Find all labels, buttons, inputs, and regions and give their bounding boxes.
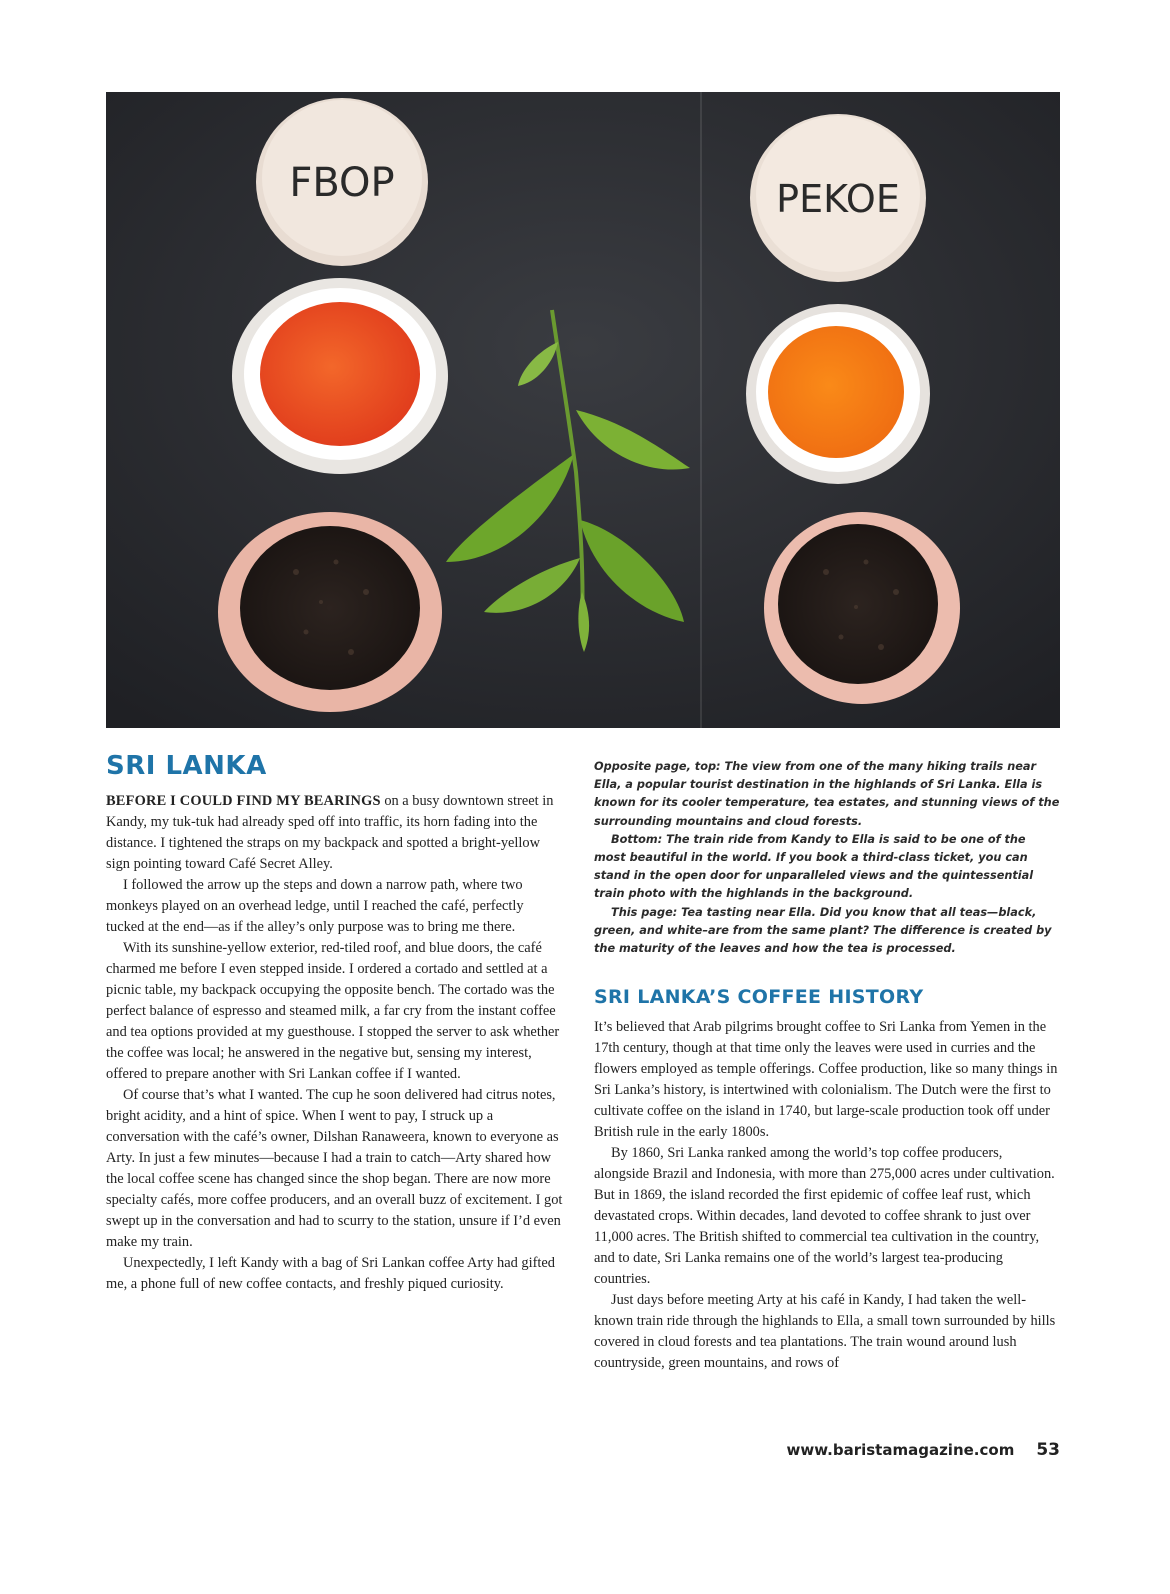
history-paragraph: Just days before meeting Arty at his café in Kandy, I had taken the well-known train ride through the highlands to Ella, a small town surrounded by hills covered in cloud forests and tea plantations. The train wound around lush countryside, green mountains, and rows of (594, 1292, 1056, 1372)
caption-this-page: This page: Tea tasting near Ella. Did you know that all teas—black, green, and white–are from the same plant? The difference is created by the maturity of the leaves and how the tea is processed. (594, 905, 1052, 956)
cup-left (232, 278, 448, 474)
caption-top: Opposite page, top: The view from one of the many hiking trails near Ella, a popular tourist destination in the highlands of Sri Lanka. Ella is known for its cooler temperature, tea estates, and stunning views of the surrounding mountains and cloud forests. (594, 760, 1060, 828)
footer-url: www.baristamagazine.com (786, 1441, 1015, 1459)
article-body (106, 791, 564, 1295)
page-number: 53 (1036, 1440, 1060, 1460)
tea-tasting-illustration (106, 92, 1060, 728)
history-paragraph: By 1860, Sri Lanka ranked among the world’s top coffee producers, alongside Brazil and Indonesia, with more than 275,000 acres under cultivation. But in 1869, the island recorded the first epidemic of coffee leaf rust, which devastated crops. Within decades, land devoted to coffee shrank to just over 11,000 acres. The British shifted to commercial tea cultivation in the country, and to date, Sri Lanka remains one of the world’s largest tea-producing countries. (594, 1145, 1055, 1288)
leaf-bowl-left (218, 512, 442, 712)
article-paragraph: With its sunshine-yellow exterior, red-tiled roof, and blue doors, the café charmed me before I even stepped inside. I ordered a cortado and settled at a picnic table, my backpack occupying the opposite bench. The cortado was the perfect balance of espresso and steamed milk, a far cry from the instant coffee and tea options provided at my guesthouse. I stopped the server to ask whether the coffee was local; he answered in the negative but, sensing my interest, offered to prepare another with Sri Lankan coffee if I wanted. (106, 939, 560, 1082)
leaf-bowl-right (764, 512, 960, 704)
lead-in: BEFORE I COULD FIND MY BEARINGS (106, 792, 381, 809)
history-body (594, 1017, 1060, 1374)
article-column (106, 752, 564, 1295)
caption-bottom: Bottom: The train ride from Kandy to Ella is said to be one of the most beautiful in the world. If you book a third-class ticket, you can stand in the open door for unparalleled views and the quintessential train photo with the highlands in the background. (594, 832, 1034, 901)
tea-tasting-photo (106, 92, 1060, 728)
page-footer (787, 1440, 1060, 1460)
sidebar-column (594, 758, 1060, 1374)
history-heading: SRI LANKA’S COFFEE HISTORY (594, 986, 924, 1009)
article-paragraph: Of course that’s what I wanted. The cup he soon delivered had citrus notes, bright acidity, and a hint of spice. When I went to pay, I struck up a conversation with the café’s owner, Dilshan Ranaweera, known to everyone as Arty. In just a few minutes—because I had a train to catch—Arty shared how the local coffee scene has changed since the shop began. There are now more specialty cafés, more coffee producers, and an overall buzz of excitement. I got swept up in the conversation and had to scurry to the station, unsure if I’d even make my train. (106, 1086, 563, 1250)
article-paragraph: Unexpectedly, I left Kandy with a bag of Sri Lankan coffee Arty had gifted me, a phone full of new coffee contacts, and freshly piqued curiosity. (106, 1254, 555, 1292)
cup-right (746, 304, 930, 484)
lid-label-pekoe: PEKOE (776, 177, 900, 221)
lid-label-fbop: FBOP (289, 160, 395, 206)
article-heading: SRI LANKA (106, 751, 267, 781)
photo-seam (700, 92, 702, 728)
article-paragraph: BEFORE I COULD FIND MY BEARINGS on a busy downtown street in Kandy, my tuk-tuk had already sped off into traffic, its horn fading into the distance. I tightened the straps on my backpack and spotted a bright-yellow sign pointing toward Café Secret Alley. (106, 792, 554, 872)
article-paragraph: I followed the arrow up the steps and down a narrow path, where two monkeys played on an overhead ledge, until I reached the café, perfectly tucked at the end—as if the alley’s only purpose was to bring me there. (106, 876, 524, 935)
photo-captions (594, 758, 1060, 958)
history-paragraph: It’s believed that Arab pilgrims brought coffee to Sri Lanka from Yemen in the 17th century, though at that time only the leaves were used in curries and the flowers employed as temple offerings. Coffee production, like so many things in Sri Lanka’s history, is intertwined with colonialism. The Dutch were the first to cultivate coffee on the island in 1740, but large-scale production took off under British rule in the early 1800s. (594, 1019, 1058, 1141)
